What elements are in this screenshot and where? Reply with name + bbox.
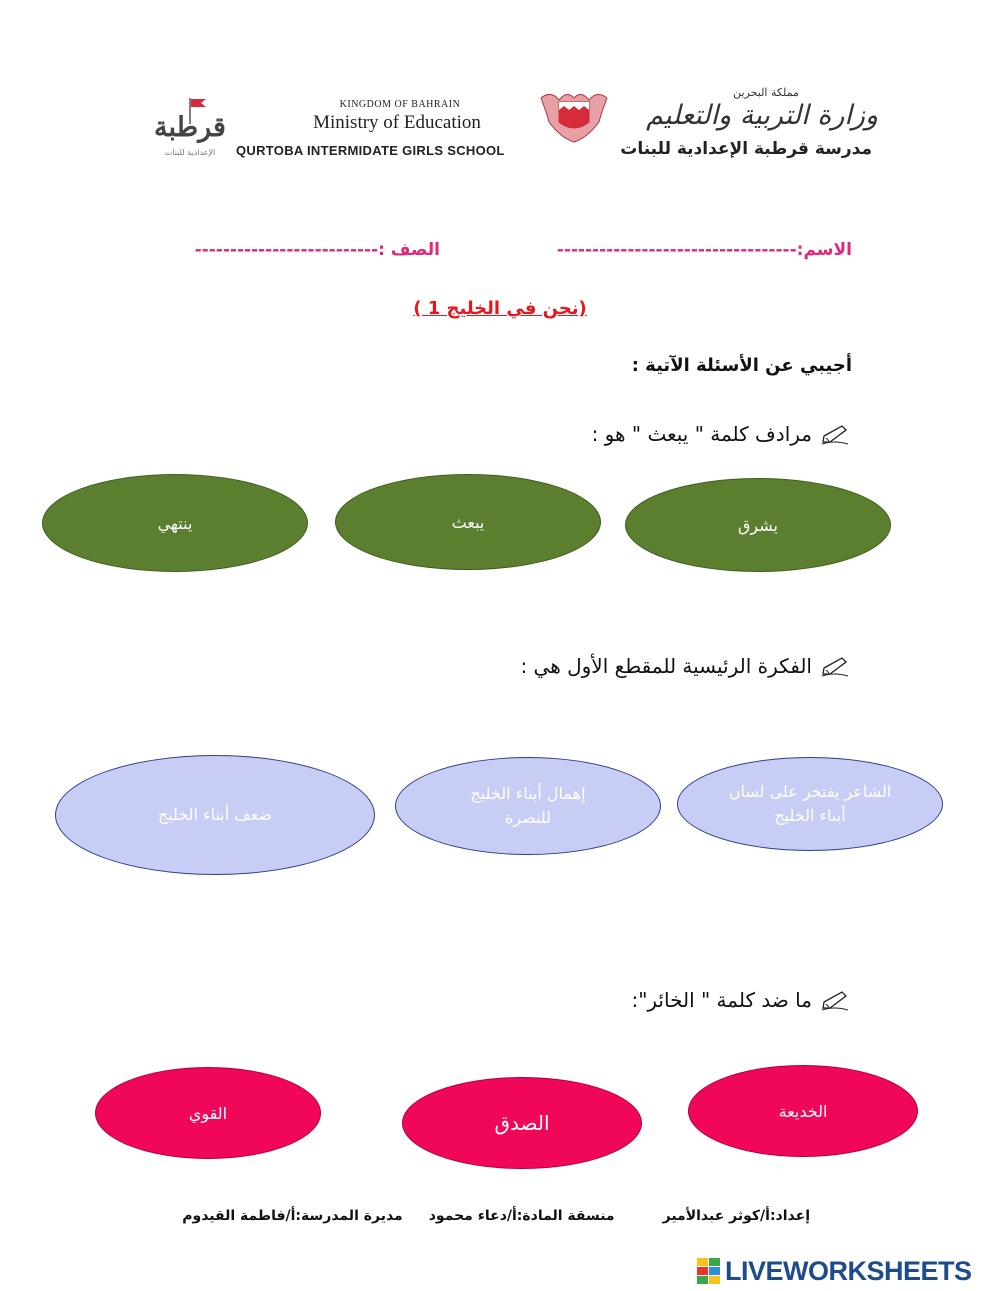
pen-icon [820,988,850,1012]
ministry-ar: وزارة التربية والتعليم [646,100,878,131]
bahrain-emblem-icon [537,88,611,144]
question-1 [430,422,850,446]
q1-option-3[interactable]: ينتهي [42,474,308,572]
flag-logo-icon [186,96,212,126]
kingdom-en: KINGDOM OF BAHRAIN [339,99,461,110]
lesson-title: (نحن في الخليج 1 ) [413,298,587,319]
kingdom-ar: مملكة البحرين [733,86,799,99]
question-3-text: ما ضد كلمة " الخائر": [631,988,812,1012]
name-field-line: الاسم:---------------------------------- [556,240,852,260]
liveworksheets-text: LIVEWORKSHEETS [725,1255,972,1286]
footer-coordinator: منسقة المادة:أ/دعاء محمود [428,1208,615,1224]
liveworksheets-blocks-icon [697,1258,721,1284]
footer-prepared: إعداد:أ/كوثر عبدالأمير [662,1208,810,1224]
q2-option-1[interactable]: الشاعر يفتخر على لسان أبناء الخليج [677,757,943,851]
ministry-en: Ministry of Education [313,112,481,133]
q2-option-2[interactable]: إهمال أبناء الخليج للنصرة [395,757,661,855]
class-field-line: الصف :-------------------------- [194,240,440,260]
question-1-text: مرادف كلمة " يبعث " هو : [591,422,812,446]
q3-option-1[interactable]: الخديعة [688,1065,918,1157]
school-logo-subtext: الإعدادية للبنات [164,148,216,157]
pen-icon [820,654,850,678]
school-name-en: QURTOBA INTERMIDATE GIRLS SCHOOL [236,143,505,158]
pen-icon [820,422,850,446]
school-logo-text: قرطبة [154,112,226,143]
q3-option-2[interactable]: الصدق [402,1077,642,1169]
question-3 [430,988,850,1012]
question-2 [430,654,850,678]
q1-option-2[interactable]: يبعث [335,474,601,570]
question-2-text: الفكرة الرئيسية للمقطع الأول هي : [520,654,812,678]
q1-option-1[interactable]: يشرق [625,478,891,572]
q3-option-3[interactable]: القوي [95,1067,321,1159]
liveworksheets-logo [697,1256,972,1286]
q2-option-3[interactable]: ضعف أبناء الخليج [55,755,375,875]
footer-principal: مديرة المدرسة:أ/فاطمة القيدوم [182,1208,403,1224]
school-name-ar: مدرسة قرطبة الإعدادية للبنات [620,139,872,159]
instruction-text: أجيبي عن الأسئلة الآتية : [631,355,852,376]
footer-credits [150,1208,810,1224]
